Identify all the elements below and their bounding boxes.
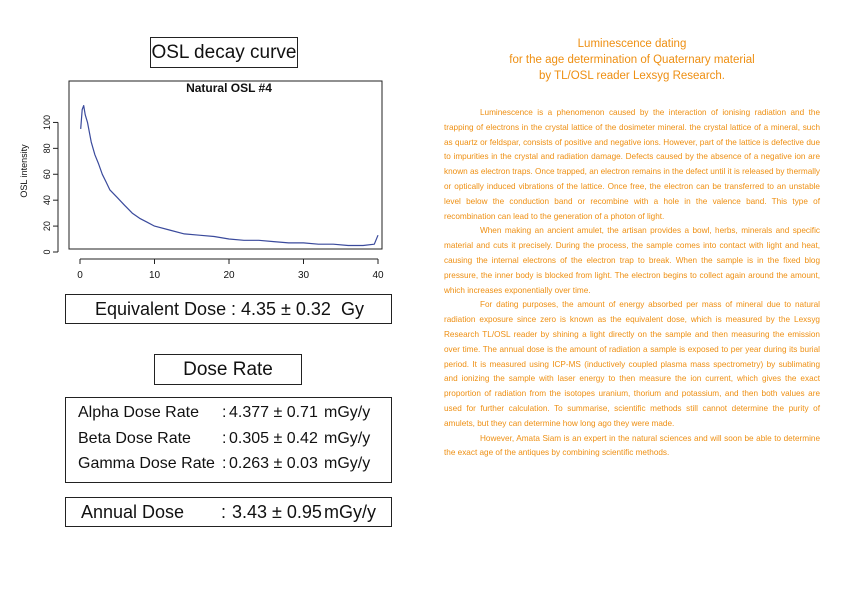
- article-paragraph: Luminescence is a phenomenon caused by the interaction of ionising radiation and the trapping of electrons in the crystal lattice of the dosimeter mineral. the crystal lattice of a mineral, such as quartz or feldspar, consists of positive and negative ions. However, part of the lattice is defective due to impurities in the crystal and radiation damage. Defects caused by the absence of a negative ion are known as electron traps. Once trapped, an electron remains in the defect until it is released by thermally or optically induced vibrations of the lattice. Once free, the electron can be transferred to an unstable level below the conduction band or recombine with a hole in the valence band. This type of recombination can lead to the generation of a photon of light.: [444, 108, 820, 221]
- y-tick-label: 20: [42, 221, 52, 232]
- x-axis: [77, 259, 384, 281]
- equivalent-dose-value: 4.35 ± 0.32: [241, 299, 331, 319]
- annual-dose-value: 3.43 ± 0.95: [232, 502, 322, 522]
- osl-decay-curve-title: [150, 37, 298, 68]
- equivalent-dose-label: Equivalent Dose: [95, 299, 227, 319]
- dose-rate-value: 0.305 ± 0.42: [229, 430, 318, 447]
- y-axis: [42, 115, 58, 255]
- alpha-dose-rate-row: [66, 404, 391, 428]
- dose-rate-label: Gamma Dose Rate: [78, 455, 215, 472]
- dose-rate-colon: :: [222, 430, 227, 447]
- article-paragraph: For dating purposes, the amount of energy absorbed per mass of mineral due to natural radiation exposure since zero is known as the equivalent dose, which is measured by the Lexsyg Research TL/OSL reader by shining a light directly on the sample and then measuring the emission over time. The annual dose is the amount of radiation a sample is exposed to per year during its burial period. It is measured using ICP-MS (inductively coupled plasma mass spectrometry) by sublimating and ionizing the sample with laser energy to then measure the ion current, which gives the exact proportion of radiation from the isotopes uranium, thorium and potassium, and then both values are used for further calculation. To summarise, scientific methods still cannot determine the purity of amulets, but they can determine how long ago they were made.: [444, 300, 820, 428]
- dose-rate-unit: mGy/y: [324, 455, 371, 472]
- article-paragraph: However, Amata Siam is an expert in the natural sciences and will soon be able to determine the exact age of the antiques by combining scientific methods.: [444, 433, 820, 458]
- x-tick-label: 20: [223, 270, 235, 281]
- dose-rate-value: 4.377 ± 0.71: [229, 404, 318, 421]
- dose-rate-title-text: Dose Rate: [183, 358, 273, 380]
- dose-rate-label: Alpha Dose Rate: [78, 404, 199, 421]
- dose-rate-title: [154, 354, 302, 385]
- article-title-line: Luminescence dating: [577, 38, 687, 50]
- y-tick-label: 0: [42, 249, 52, 255]
- equivalent-dose-box: [65, 294, 392, 324]
- plot-frame: [69, 81, 382, 249]
- dose-rate-colon: :: [222, 455, 227, 472]
- gamma-dose-rate-row: [66, 455, 391, 479]
- y-tick-label: 60: [42, 169, 52, 180]
- dose-rate-unit: mGy/y: [324, 430, 371, 447]
- article-title-line: for the age determination of Quaternary material: [509, 54, 755, 66]
- osl-decay-curve-title-text: OSL decay curve: [151, 41, 297, 63]
- dose-rate-label: Beta Dose Rate: [78, 430, 191, 447]
- annual-dose-box: [65, 497, 392, 527]
- dose-rate-colon: :: [222, 404, 227, 421]
- y-tick-label: 80: [42, 143, 52, 154]
- article-title: [444, 36, 820, 84]
- series-layer: [81, 106, 378, 246]
- x-tick-label: 0: [77, 270, 83, 281]
- annual-dose-unit: mGy/y: [324, 502, 376, 522]
- dose-rates-box: [65, 397, 392, 483]
- dose-rate-value: 0.263 ± 0.03: [229, 455, 318, 472]
- osl-series-line: [81, 106, 378, 246]
- x-tick-label: 40: [372, 270, 384, 281]
- beta-dose-rate-row: [66, 430, 391, 454]
- x-tick-label: 10: [148, 270, 161, 281]
- x-tick-label: 30: [297, 270, 310, 281]
- article-paragraph: When making an ancient amulet, the artisan provides a bowl, herbs, minerals and specific material and cuts it precisely. During the process, the sample comes into contact with light and heat, causing the internal electrons of the electron trap to break. When the sample is in the fixed blog pressure, the inner body is blocked from light. The electron begins to collect again around the amount, which increases exponentially over time.: [444, 226, 820, 295]
- osl-decay-chart: [14, 78, 394, 293]
- annual-dose-colon: :: [221, 502, 227, 522]
- equivalent-dose-colon: :: [231, 299, 237, 319]
- article: [444, 36, 820, 461]
- y-axis-label: OSL intensity: [19, 144, 29, 198]
- equivalent-dose-unit: Gy: [341, 299, 365, 319]
- dose-rate-unit: mGy/y: [324, 404, 371, 421]
- y-tick-label: 100: [42, 114, 52, 130]
- chart-title: Natural OSL #4: [186, 81, 272, 95]
- y-tick-label: 40: [42, 195, 52, 206]
- article-title-line: by TL/OSL reader Lexsyg Research.: [538, 70, 725, 82]
- annual-dose-label: Annual Dose: [81, 502, 185, 522]
